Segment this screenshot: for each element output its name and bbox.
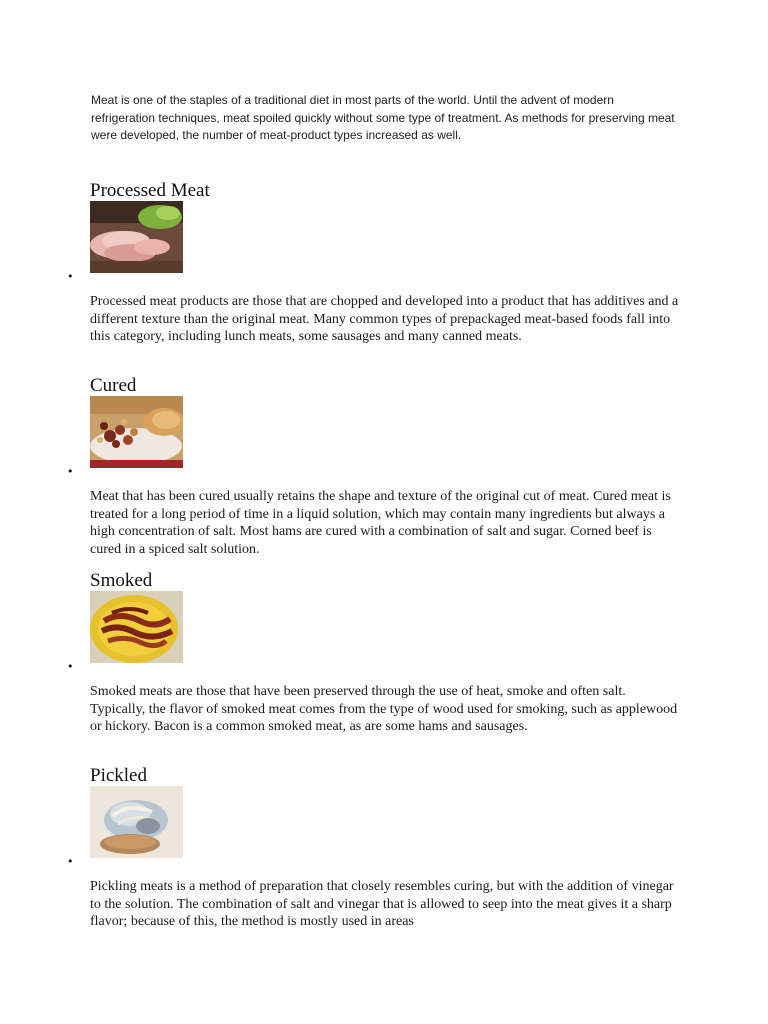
cured-meat-photo <box>90 396 183 468</box>
section-heading: Processed Meat <box>90 180 210 201</box>
intro-paragraph: Meat is one of the staples of a traditional diet in most parts of the world. Until the advent of modern refrigeration techniques, meat spoiled quickly without some type of treatment. As methods for preserving meat were developed, the number of meat-product types increased as well. <box>91 93 675 142</box>
section-heading: Smoked <box>90 570 153 591</box>
section-pickled <box>67 765 690 929</box>
section-text: Processed meat products are those that are chopped and developed into a product that has additives and a different texture than the original meat. Many common types of prepackaged meat-based foods fall into this category, including lunch meats, some sausages and many canned meats. <box>90 294 679 344</box>
smoked-meat-photo <box>90 591 183 663</box>
section-text: Pickling meats is a method of preparation that closely resembles curing, but with the addition of vinegar to the solution. The combination of salt and vinegar that is allowed to seep into the meat gives it a sharp flavor; because of this, the method is mostly used in areas <box>90 879 674 929</box>
section-text: Smoked meats are those that have been preserved through the use of heat, smoke and often salt. Typically, the flavor of smoked meat comes from the type of wood used for smoking, such as applewood or hickory. Bacon is a common smoked meat, as are some hams and sausages. <box>90 684 678 734</box>
section-text: Meat that has been cured usually retains the shape and texture of the original cut of meat. Cured meat is treated for a long period of time in a liquid solution, which may contain many ingredients but always a high concentration of salt. Most hams are cured with a combination of salt and sugar. Corned beef is cured in a spiced salt solution. <box>90 489 671 557</box>
processed-meat-photo <box>90 201 183 273</box>
list-bullet: • <box>67 855 74 868</box>
section-smoked <box>67 570 690 734</box>
pickled-meat-photo <box>90 786 183 858</box>
section-processed-meat <box>67 180 690 344</box>
list-bullet: • <box>67 465 74 478</box>
section-heading: Cured <box>90 375 137 396</box>
section-cured <box>67 375 690 557</box>
list-bullet: • <box>67 660 74 673</box>
list-bullet: • <box>67 270 74 283</box>
section-heading: Pickled <box>90 765 147 786</box>
